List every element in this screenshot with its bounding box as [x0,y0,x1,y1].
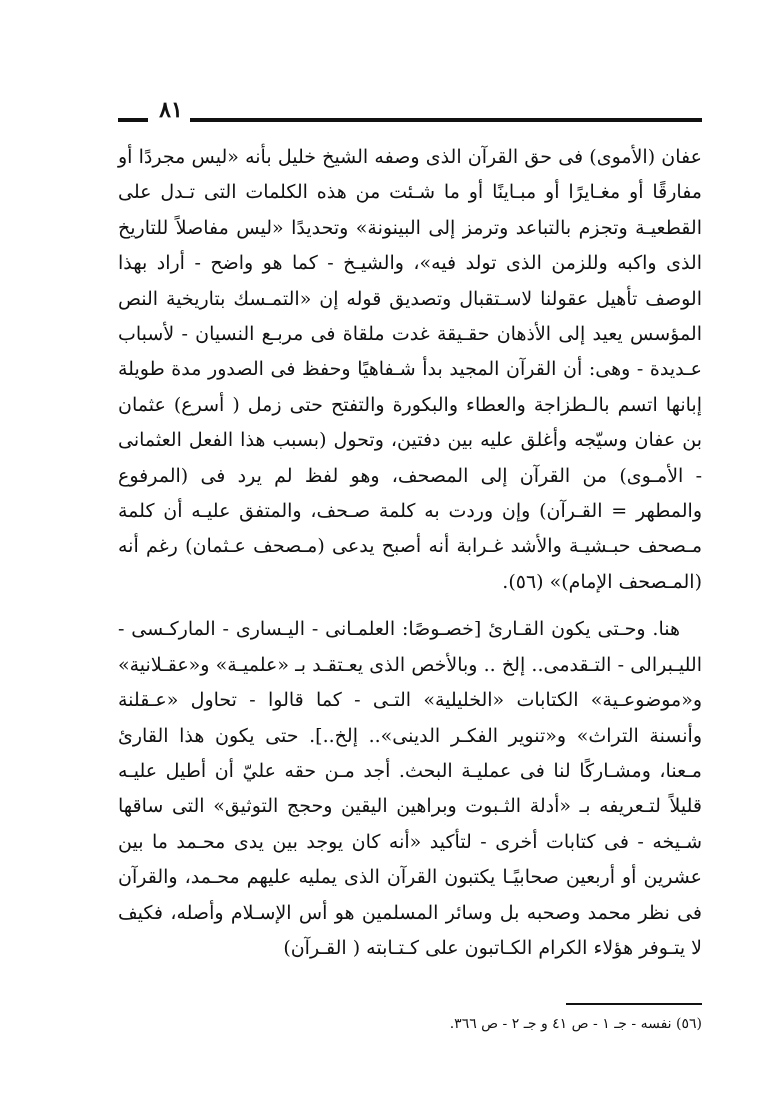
page-number: ٨١ [159,97,183,123]
header-rule-left [118,118,148,122]
page-header [118,96,702,130]
paragraph-2: هنا. وحـتى يكون القـارئ [خصـوصًا: العلمـانى - اليـسارى - الماركـسى - الليـبرالى - التـقدمى.. إلخ .. وبالأخص الذى يعـتقـد بـ «علميـة» و«عقـلانية» و«موضوعـية» الكتابات «الخليلية» التـى - كما قالوا - تحاول «عـقلنة وأنسنة التراث» و«تنوير الفكـر الدينى».. إلخ..]. حتى يكون هذا القارئ مـعنا، ومشـاركًا لنا فى عمليـة البحث. أجد مـن حقه عليّ أن أطيل عليـه قليلاً لتـعريفه بـ «أدلة الثـبوت وبراهين اليقين وحجج التوثيق» التى ساقها شـيخه - فى كتابات أخرى - لتأكيد «أنه كان يوجد بين يدى محـمد ما بين عشرين أو أربعين صحابيًـا يكتبون القرآن الذى يمليه عليهم محـمد، والقرآن فى نظر محمد وصحبه بل وسائر المسلمين هو أس الإسـلام وأصله، فكيف لا يتـوفر هؤلاء الكرام الكـاتبون على كـتـابته ( القـرآن) [118,618,702,959]
footnote-separator [566,1003,702,1005]
body-text [118,140,702,966]
paragraph-1: عفان (الأموى) فى حق القرآن الذى وصفه الشيخ خليل بأنه «ليس مجردًا أو مفارقًا أو مغـايرًا أو مبـاينًا أو ما شـئت من هذه الكلمات التى تـدل على القطعيـة وتجزم بالتباعد وترمز إلى البينونة» وتحديدًا «ليس مفاصلاً للتاريخ الذى واكبه وللزمن الذى تولد فيه»، والشيـخ - كما هو واضح - أراد بهذا الوصف تأهيل عقولنا لاسـتقبال وتصديق قوله إن «التمـسك بتاريخية النص المؤسس يعيد إلى الأذهان حقـيقة غدت ملقاة فى مربـع النسيان - لأسباب عـديدة - وهى: أن القرآن المجيد بدأ شـفاهيًا وحفظ فى الصدور مدة طويلة إبانها اتسم بالـطزاجة والعطاء والبكورة والتفتح حتى زمل ( أسرع) عثمان بن عفان وسيّجه وأغلق عليه بين دفتين، وتحول (بسبب هذا الفعل العثمانى - الأمـوى) من القرآن إلى المصحف، وهو لفظ لم يرد فى (المرفوع والمطهر = القـرآن) وإن وردت به كلمة صـحف، والمتفق عليـه أن كلمة مـصحف حبـشيـة والأشد غـرابة أنه أصبح يدعى (مـصحف عـثمان) رغم أنه (المـصحف الإمام)» (٥٦). [118,146,702,593]
footnote: (٥٦) نفسه - جـ ١ - ص ٤١ و جـ ٢ - ص ٣٦٦. [449,1016,702,1032]
header-rule-right [190,118,702,122]
